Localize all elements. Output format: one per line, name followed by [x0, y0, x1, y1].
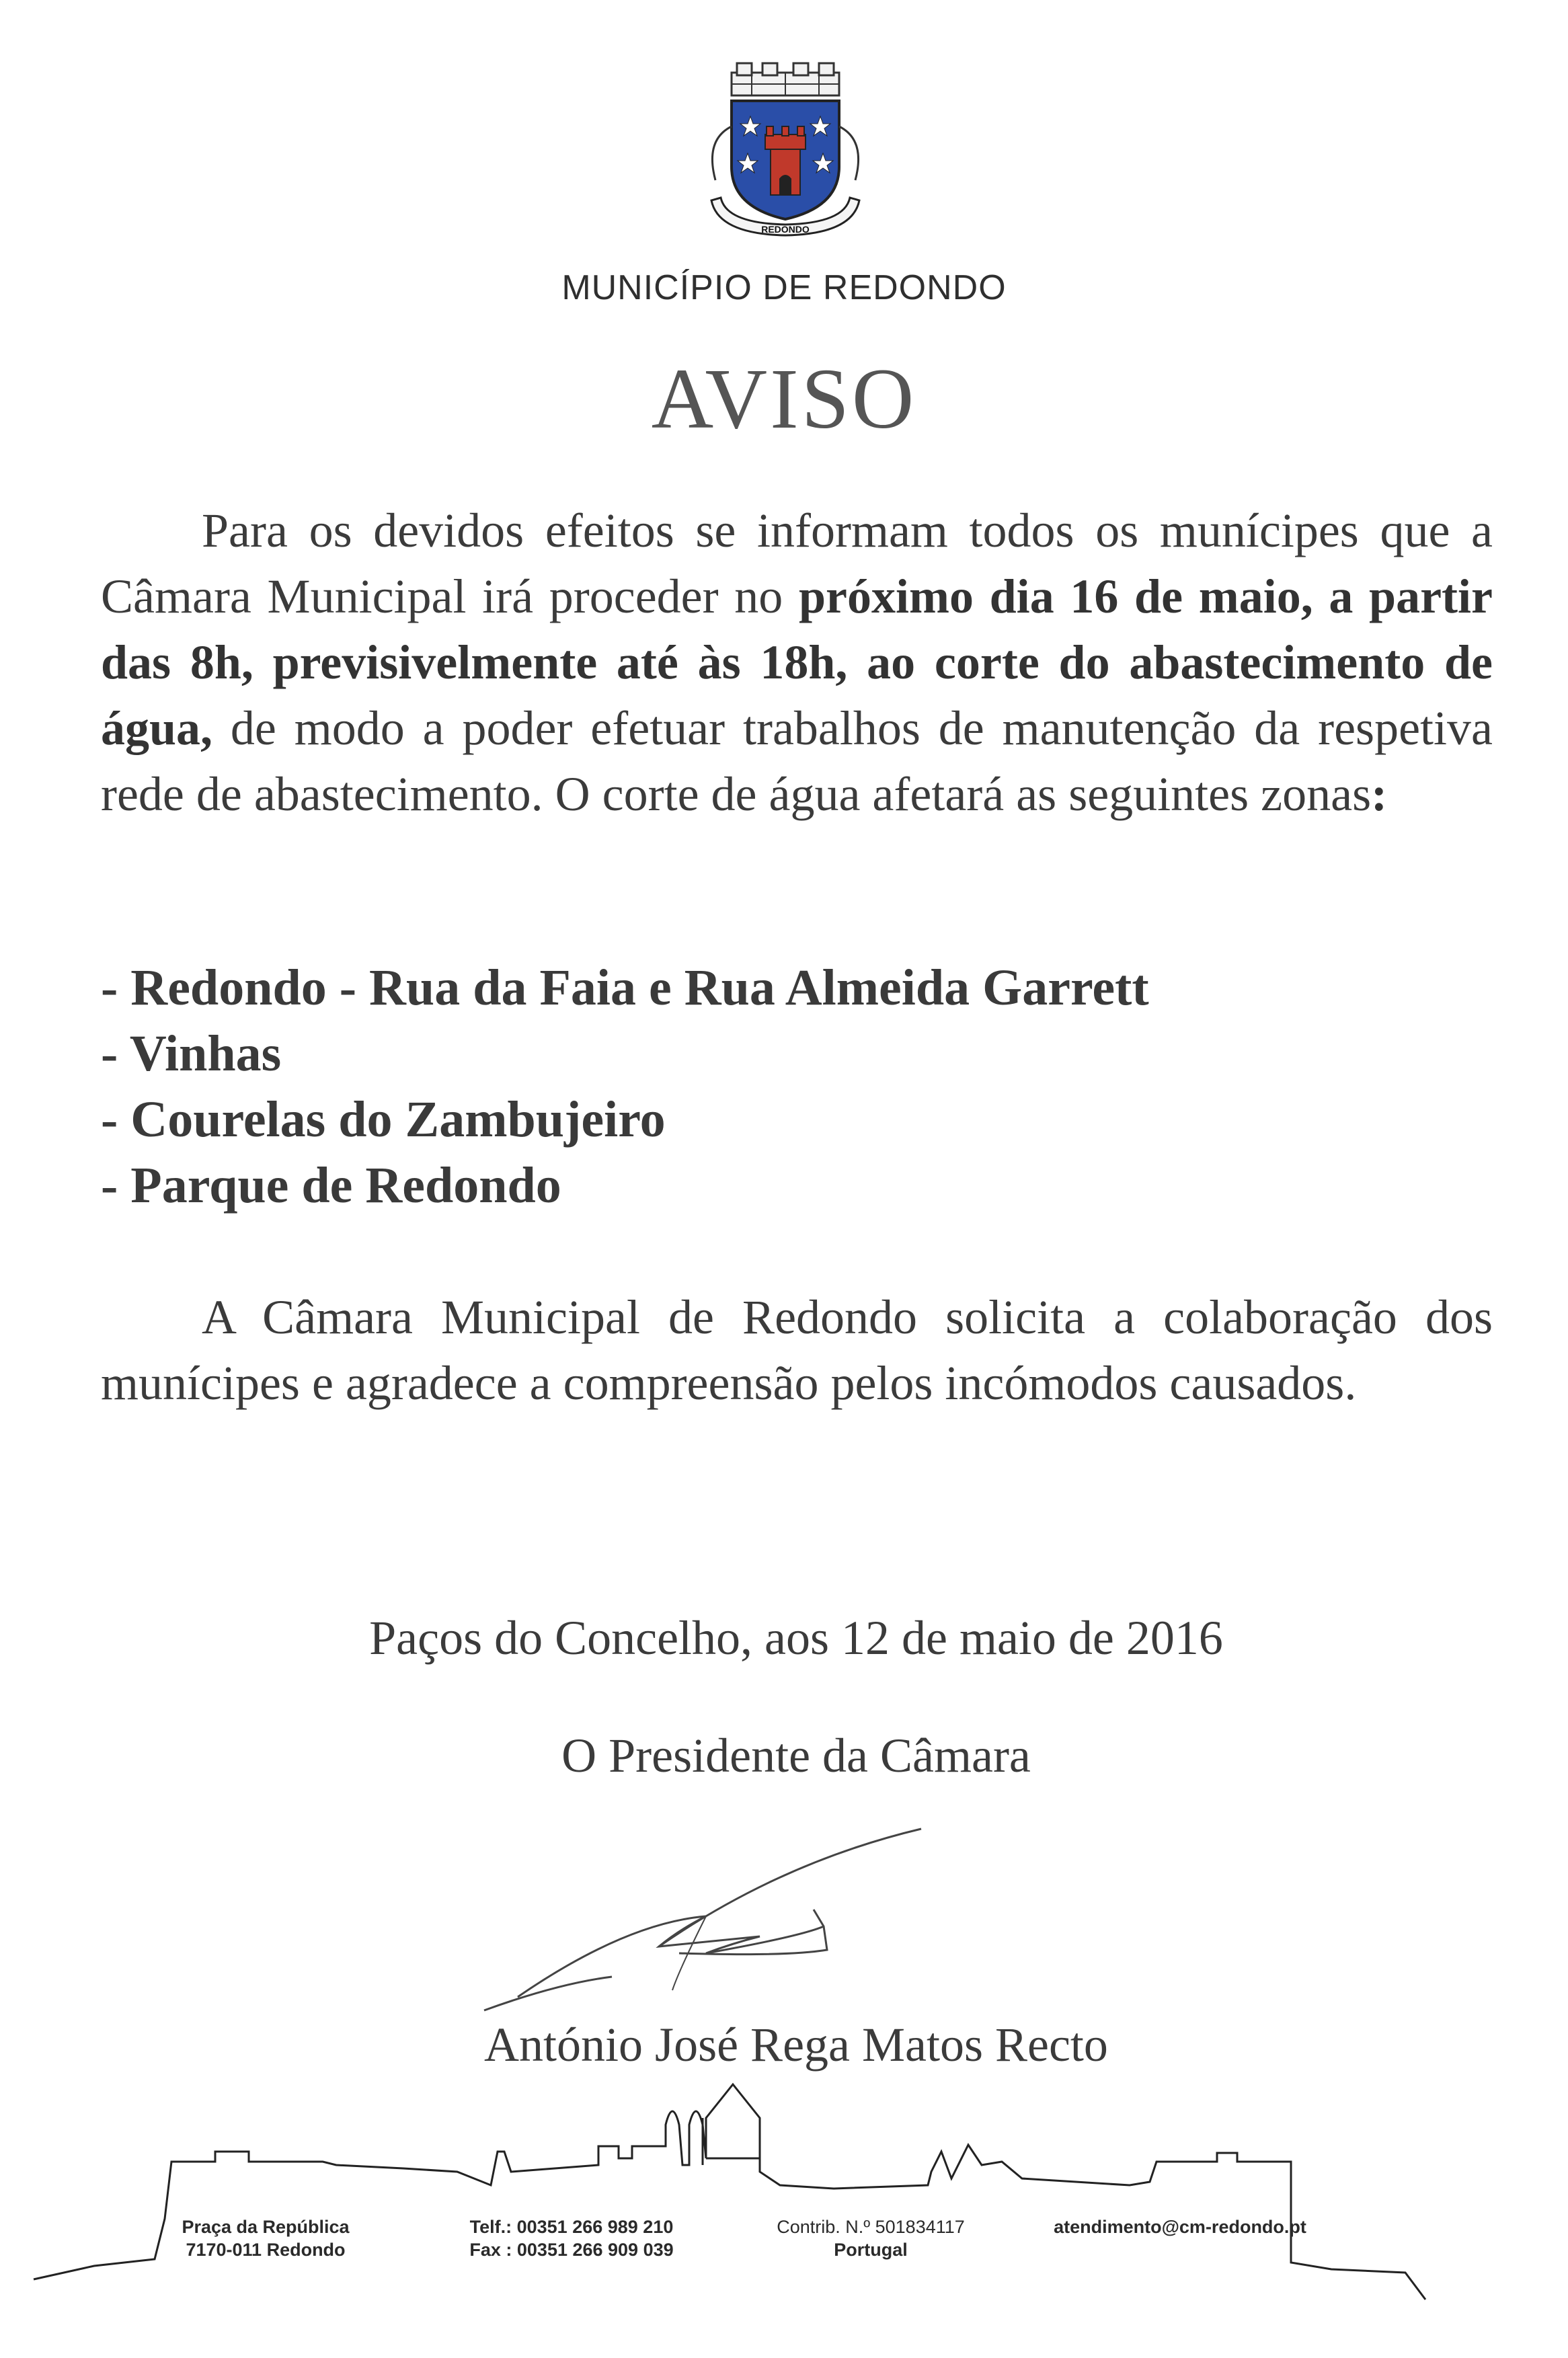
tax-id-number: 501834117 — [875, 2217, 965, 2237]
address-city: 7170-011 Redondo — [186, 2240, 346, 2260]
notice-colon: : — [1371, 767, 1388, 821]
svg-text:REDONDO: REDONDO — [761, 224, 810, 235]
signatory-name: António José Rega Matos Recto — [484, 2018, 1108, 2072]
signatory-role: O Presidente da Câmara — [561, 1729, 1031, 1782]
handwritten-signature-icon — [477, 1815, 935, 2017]
zone-item: - Redondo - Rua da Faia e Rua Almeida Garrett — [101, 959, 1149, 1016]
closing-paragraph-text: A Câmara Municipal de Redondo solicita a colaboração dos munícipes e agradece a compreensão pelos incómodos causados. — [101, 1290, 1493, 1410]
fax-number: Fax : 00351 266 909 039 — [469, 2240, 674, 2260]
footer-address — [171, 2215, 360, 2261]
closing-paragraph — [101, 1284, 1493, 1416]
footer-email[interactable]: atendimento@cm-redondo.pt — [1054, 2217, 1306, 2237]
zone-item: - Parque de Redondo — [101, 1157, 561, 1214]
notice-highlight: próximo dia 16 de maio, a partir das 8h, previsivelmente até às 18h, ao corte do abastecimento de água, — [101, 569, 1493, 755]
town-skyline-icon — [27, 2078, 1439, 2320]
footer-tax-id — [760, 2215, 982, 2261]
affected-zones-list — [101, 955, 1446, 1218]
date-line: Paços do Concelho, aos 12 de maio de 2016 — [369, 1611, 1223, 1665]
notice-text-part1: Para os devidos efeitos se informam todos os munícipes que a Câmara Municipal irá proceder no — [101, 504, 1493, 623]
municipality-name: MUNICÍPIO DE REDONDO — [561, 268, 1007, 307]
notice-text-part2: de modo a poder efetuar trabalhos de manutenção da respetiva rede de abastecimento. O corte de água afetará as seguintes zonas — [101, 701, 1493, 821]
country-name: Portugal — [834, 2240, 908, 2260]
zone-item: - Vinhas — [101, 1025, 282, 1082]
zone-item: - Courelas do Zambujeiro — [101, 1091, 666, 1148]
municipal-crest-icon — [691, 59, 879, 241]
address-street: Praça da República — [182, 2217, 350, 2237]
footer-contacts — [450, 2215, 693, 2261]
notice-title: AVISO — [651, 351, 917, 446]
tax-id-label: Contrib. N.º — [777, 2217, 871, 2237]
notice-paragraph — [101, 498, 1493, 827]
phone-number: Telf.: 00351 266 989 210 — [469, 2217, 674, 2237]
